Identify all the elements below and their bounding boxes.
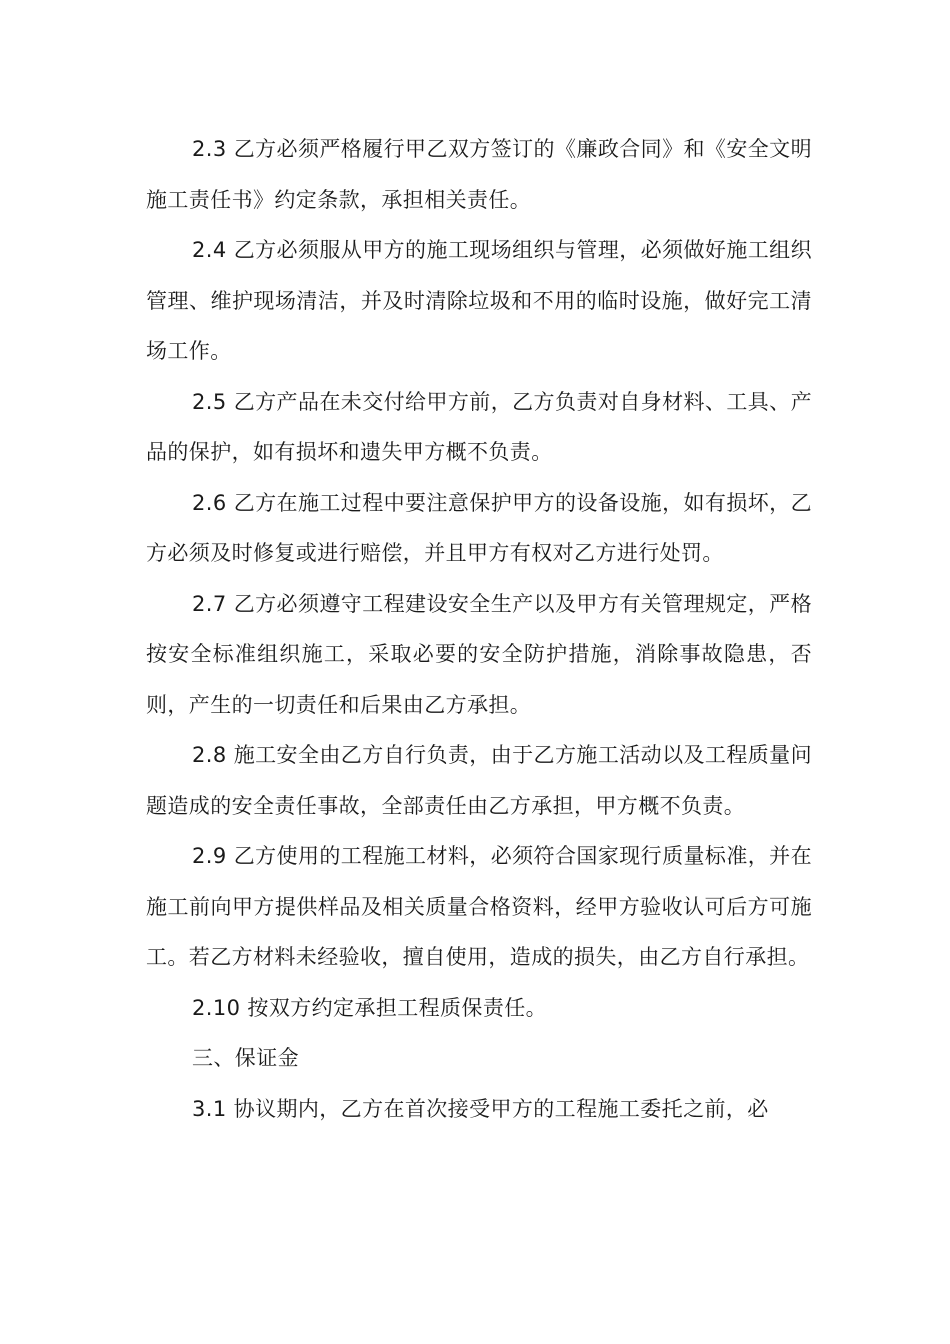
- clause-2-6: 2.6 乙方在施工过程中要注意保护甲方的设备设施，如有损坏，乙方必须及时修复或进行赔偿，并且甲方有权对乙方进行处罚。: [146, 490, 812, 565]
- section-heading-deposit: 三、保证金: [192, 1046, 299, 1070]
- clause-2-9: 2.9 乙方使用的工程施工材料，必须符合国家现行质量标准，并在施工前向甲方提供样品及相关质量合格资料，经甲方验收认可后方可施工。若乙方材料未经验收，擅自使用，造成的损失，由乙方自行承担。: [146, 844, 812, 969]
- document-body: [146, 124, 812, 1134]
- clause-2-10: 2.10 按双方约定承担工程质保责任。: [192, 995, 548, 1020]
- clause-2-7: 2.7 乙方必须遵守工程建设安全生产以及甲方有关管理规定，严格按安全标准组织施工，采取必要的安全防护措施，消除事故隐患，否则，产生的一切责任和后果由乙方承担。: [146, 591, 812, 717]
- clause-3-1: 3.1 协议期内，乙方在首次接受甲方的工程施工委托之前，必: [192, 1096, 769, 1121]
- clause-2-5: 2.5 乙方产品在未交付给甲方前，乙方负责对自身材料、工具、产品的保护，如有损坏和遗失甲方概不负责。: [146, 389, 812, 464]
- clause-2-3: 2.3 乙方必须严格履行甲乙双方签订的《廉政合同》和《安全文明施工责任书》约定条款，承担相关责任。: [146, 137, 812, 212]
- clause-2-4: 2.4 乙方必须服从甲方的施工现场组织与管理，必须做好施工组织管理、维护现场清洁，并及时清除垃圾和不用的临时设施，做好完工清场工作。: [146, 238, 812, 363]
- clause-2-8: 2.8 施工安全由乙方自行负责，由于乙方施工活动以及工程质量问题造成的安全责任事故，全部责任由乙方承担，甲方概不负责。: [146, 743, 812, 818]
